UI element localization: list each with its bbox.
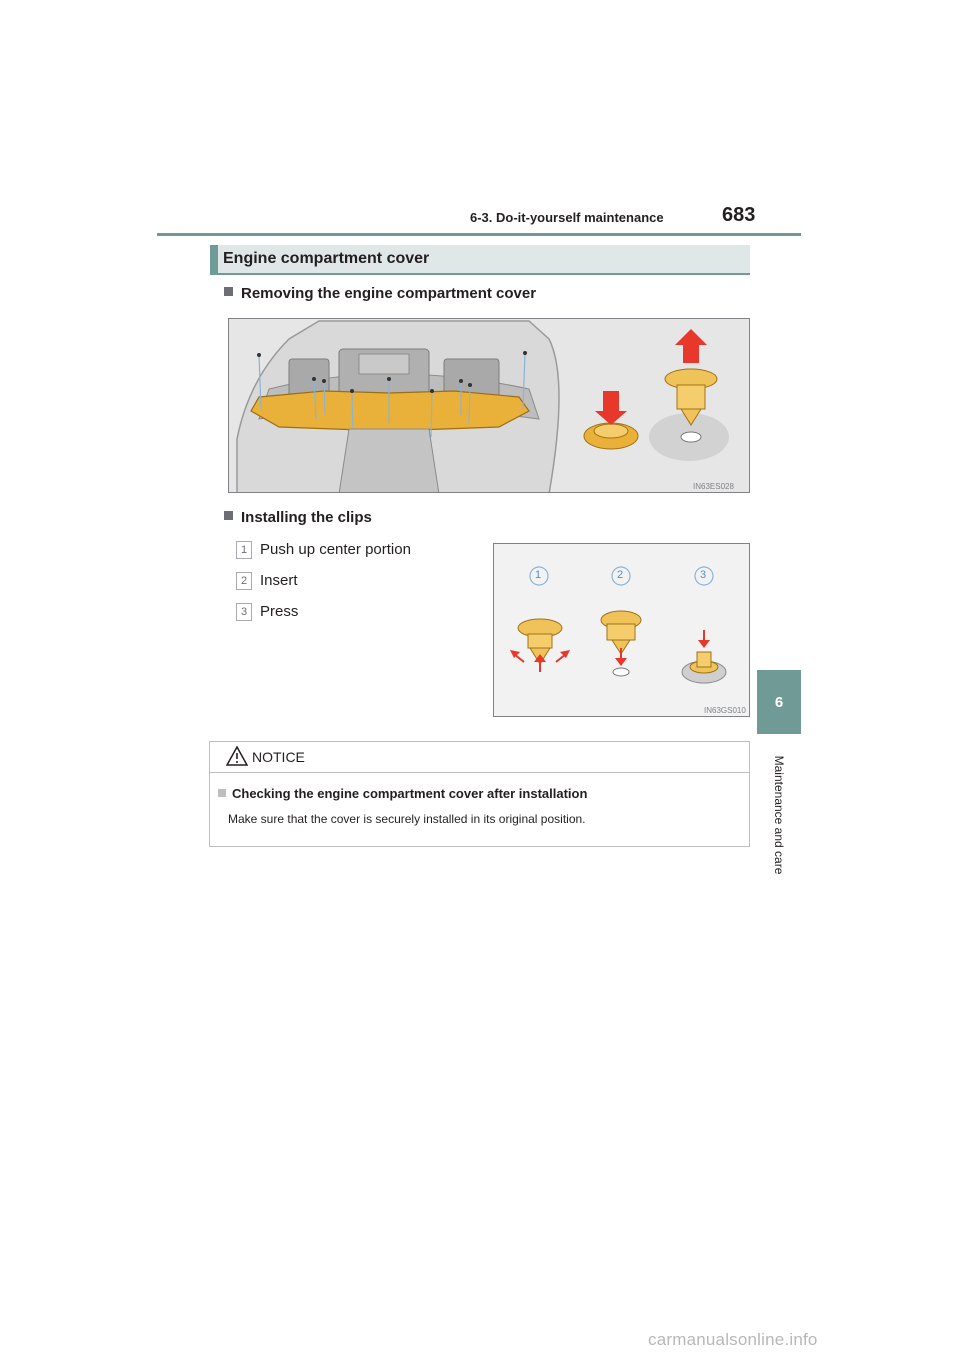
section-title: Engine compartment cover	[223, 250, 430, 267]
running-header: 6-3. Do-it-yourself maintenance	[470, 210, 664, 225]
figure-label-1: 1	[535, 569, 542, 581]
figure-code-removing: IN63ES028	[693, 482, 734, 491]
figure-label-2: 2	[617, 569, 624, 581]
notice-header	[210, 742, 749, 773]
square-bullet-icon	[224, 511, 233, 520]
step-2	[236, 572, 298, 590]
step-number-badge: 3	[236, 603, 252, 621]
notice-subheading-text: Checking the engine compartment cover after installation	[232, 786, 588, 801]
notice-subheading	[218, 786, 587, 801]
section-heading-bar	[210, 245, 218, 273]
square-bullet-icon	[218, 789, 226, 797]
chapter-label: Maintenance and care	[772, 755, 786, 875]
section-heading	[210, 245, 750, 275]
engine-bay-illustration	[229, 319, 750, 493]
step-3	[236, 603, 298, 621]
notice-body: Make sure that the cover is securely installed in its original position.	[228, 812, 586, 826]
step-number-badge: 1	[236, 541, 252, 559]
subheading-installing	[224, 509, 372, 526]
notice-title: NOTICE	[252, 749, 305, 765]
step-1	[236, 541, 411, 559]
clips-figure	[493, 543, 750, 717]
subheading-installing-text: Installing the clips	[241, 509, 372, 526]
step-text: Push up center portion	[260, 541, 411, 558]
figure-label-3: 3	[700, 569, 707, 581]
step-number-badge: 2	[236, 572, 252, 590]
figure-code-installing: IN63GS010	[704, 706, 746, 715]
step-text: Press	[260, 603, 299, 620]
header-rule	[157, 233, 801, 236]
chapter-number: 6	[774, 693, 784, 711]
subheading-removing-text: Removing the engine compartment cover	[241, 285, 537, 302]
engine-bay-figure	[228, 318, 750, 493]
subheading-removing	[224, 285, 536, 302]
warning-triangle-icon	[226, 746, 248, 766]
watermark: carmanualsonline.info	[648, 1330, 818, 1349]
step-text: Insert	[260, 572, 298, 589]
notice-box	[209, 741, 750, 847]
square-bullet-icon	[224, 287, 233, 296]
chapter-tab	[757, 670, 801, 734]
page-number: 683	[722, 204, 756, 226]
